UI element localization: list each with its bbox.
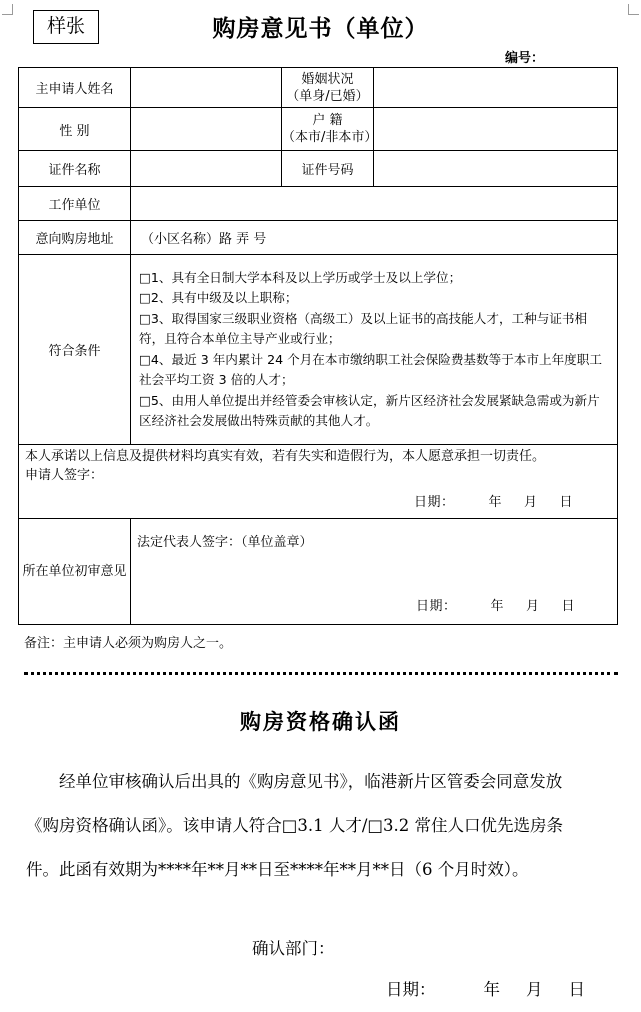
employer-field[interactable] [131,187,618,221]
letter-body [26,760,592,892]
confirm-dept-label: 确认部门： [252,939,335,958]
unit-review-label: 所在单位初审意见 [19,519,131,625]
legal-rep-signature-label[interactable]: 法定代表人签字：（单位盖章） [137,535,313,550]
condition-item[interactable]: □3、取得国家三级职业资格（高级工）及以上证书的高技能人才，工种与证书相符，且符合本单位主导产业或行业； [139,310,588,346]
dotted-cut-line [24,672,618,675]
serial-number-label: 编号： [505,51,545,66]
id-type-label: 证件名称 [19,151,131,187]
conditions-list [131,255,618,445]
address-field[interactable]: （小区名称）路 弄 号 [131,221,618,255]
pledge-text: 本人承诺以上信息及提供材料均真实有效，若有失实和造假行为，本人愿意承担一切责任。 [25,449,546,464]
date-month: 月 [523,495,538,510]
application-form-table [18,67,618,625]
id-number-label: 证件号码 [282,151,374,187]
hukou-field[interactable] [374,108,618,151]
form-title: 购房意见书（单位） [212,15,429,42]
date-day: 日 [559,495,573,510]
date-label: 日期： [413,495,455,510]
address-label: 意向购房地址 [19,221,131,255]
date-label: 日期： [386,980,436,999]
date-label: 日期： [415,599,457,614]
gender-field[interactable] [131,108,282,151]
pledge-date [25,493,611,512]
applicant-signature-label[interactable]: 申请人签字： [25,468,104,483]
applicant-name-field[interactable] [131,68,282,108]
hukou-label [282,108,378,151]
marital-status-line2: （单身/已婚） [286,88,369,104]
date-day: 日 [568,980,585,999]
hukou-line1: 户 籍 [312,113,343,128]
date-month: 月 [526,980,543,999]
letter-body-text: 经单位审核确认后出具的《购房意见书》，临港新片区管委会同意发放《购房资格确认函》。该申请人符合□3.1 人才/□3.2 常住人口优先选房条件。此函有效期为****年**月**日至****年**月**日（6 个月时效）。 [26,772,563,879]
id-number-field[interactable] [374,151,618,187]
condition-item[interactable]: □4、最近 3 年内累计 24 个月在本市缴纳职工社会保险费基数等于本市上年度职工社会平均工资 3 倍的人才； [139,351,602,387]
date-year: 年 [490,599,504,614]
unit-review-section [131,519,618,625]
sample-stamp: 样张 [33,10,99,44]
date-year: 年 [488,495,502,510]
id-type-field[interactable] [131,151,282,187]
date-month: 月 [525,599,540,614]
condition-item[interactable]: □1、具有全日制大学本科及以上学历或学士及以上学位； [139,269,462,285]
marital-status-label [282,68,374,108]
marital-status-line1: 婚姻状况 [301,71,354,87]
marital-status-field[interactable] [374,68,618,108]
hukou-line2: （本市/非本市） [282,130,378,145]
applicant-name-label: 主申请人姓名 [19,68,131,108]
review-date [416,595,575,614]
condition-item[interactable]: □5、由用人单位提出并经管委会审核认定，新片区经济社会发展紧缺急需或为新片区经济社会发展做出特殊贡献的其他人才。 [139,392,600,428]
date-day: 日 [561,599,575,614]
form-note: 备注：主申请人必须为购房人之一。 [24,636,233,651]
employer-label: 工作单位 [19,187,131,221]
letter-date [386,976,585,1000]
gender-label: 性 别 [19,108,131,151]
letter-title: 购房资格确认函 [240,709,401,734]
condition-item[interactable]: □2、具有中级及以上职称； [139,290,298,305]
pledge-section [19,445,618,519]
conditions-label: 符合条件 [19,255,131,445]
date-year: 年 [483,980,500,999]
